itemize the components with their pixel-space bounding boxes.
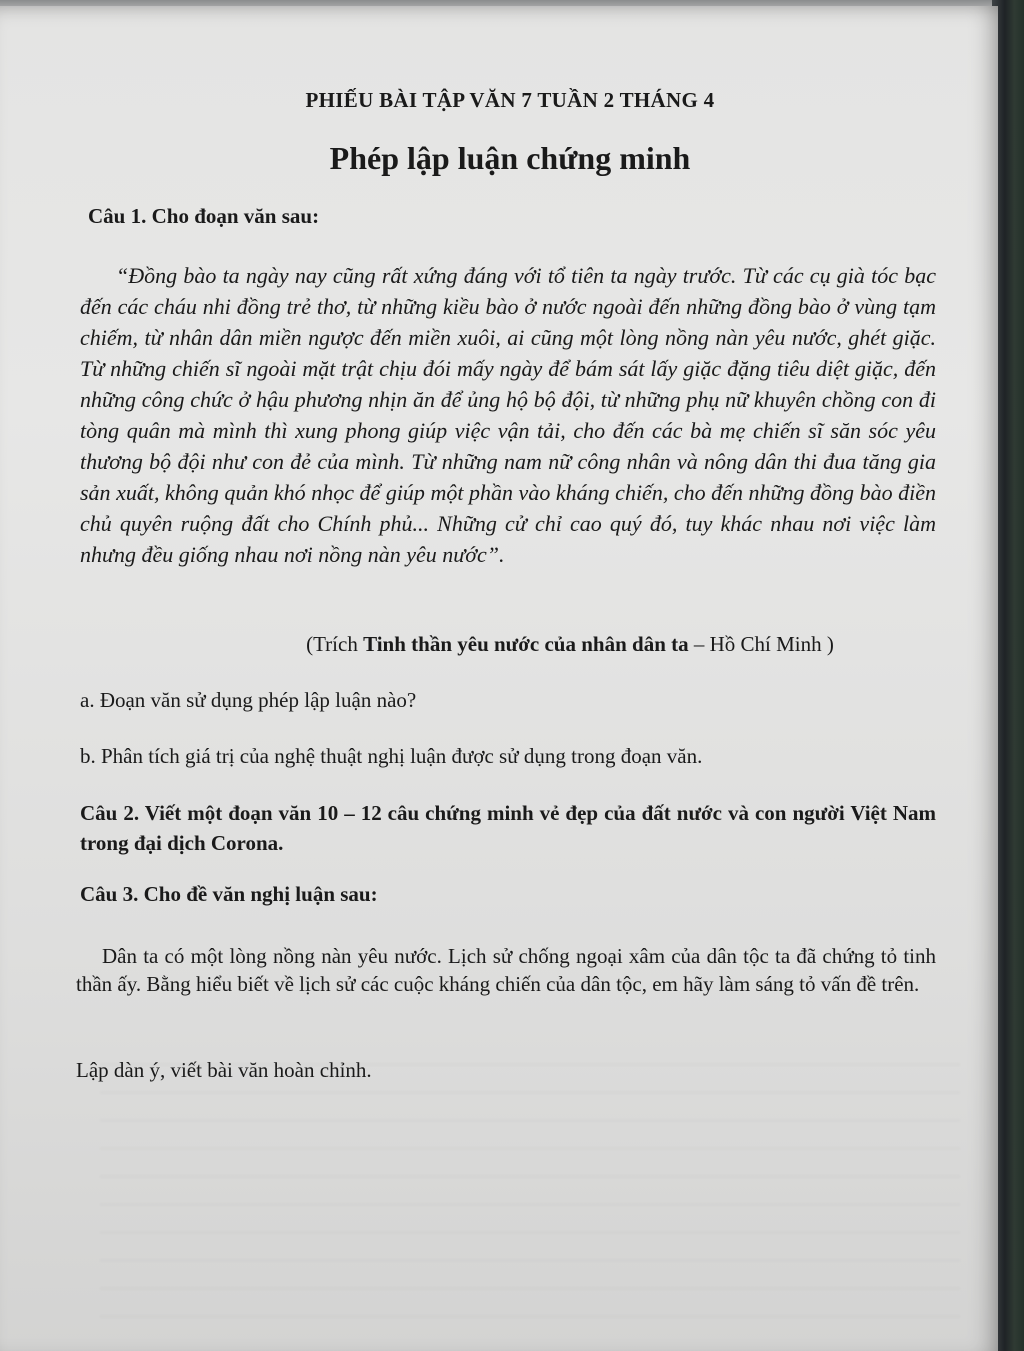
lesson-heading: Phép lập luận chứng minh: [329, 140, 691, 176]
question-1-part-a: a. Đoạn văn sử dụng phép lập luận nào?: [80, 688, 417, 712]
worksheet-title: PHIẾU BÀI TẬP VĂN 7 TUẦN 2 THÁNG 4: [305, 88, 715, 112]
question-3-label: Câu 3. Cho đề văn nghị luận sau:: [80, 882, 378, 906]
question-2-text: Câu 2. Viết một đoạn văn 10 – 12 câu chứng minh vẻ đẹp của đất nước và con người Việt Nam trong đại dịch Corona.: [80, 801, 936, 855]
citation-work-title: Tinh thần yêu nước của nhân dân ta: [363, 632, 689, 656]
question-1-passage: “Đồng bào ta ngày nay cũng rất xứng đáng với tổ tiên ta ngày trước. Từ các cụ già tóc bạc đến các cháu nhi đồng trẻ thơ, từ những kiều bào ở nước ngoài đến những đồng bào ở vùng tạm chiếm, từ nhân dân miền ngược đến miền xuôi, ai cũng một lòng nồng nàn yêu nước, ghét giặc. Từ những chiến sĩ ngoài mặt trật chịu đói mấy ngày để bám sát lấy giặc đặng tiêu diệt giặc, đến những công chức ở hậu phương nhịn ăn để ủng hộ bộ đội, từ những phụ nữ khuyên chồng con đi tòng quân mà mình thì xung phong giúp việc vận tải, cho đến các bà mẹ chiến sĩ săn sóc yêu thương bộ đội như con đẻ của mình. Từ những nam nữ công nhân và nông dân thi đua tăng gia sản xuất, không quản khó nhọc để giúp một phần vào kháng chiến, cho đến những đồng bào điền chủ quyên ruộng đất cho Chính phủ... Những cử chỉ cao quý đó, tuy khác nhau nơi việc làm nhưng đều giống nhau nơi nồng nàn yêu nước”.: [80, 263, 936, 567]
question-1-part-b: b. Phân tích giá trị của nghệ thuật nghị luận được sử dụng trong đoạn văn.: [80, 744, 703, 768]
citation-prefix: (Trích: [306, 632, 364, 656]
question-3-prompt: Dân ta có một lòng nồng nàn yêu nước. Lịch sử chống ngoại xâm của dân tộc ta đã chứng tỏ tinh thần ấy. Bằng hiểu biết về lịch sử các cuộc kháng chiến của dân tộc, em hãy làm sáng tỏ vấn đề trên.: [76, 944, 936, 996]
show-through-text: [100, 1046, 960, 1336]
question-3-instruction: Lập dàn ý, viết bài văn hoàn chỉnh.: [76, 1058, 372, 1082]
passage-citation: [0, 632, 1020, 657]
citation-author: – Hồ Chí Minh ): [688, 632, 834, 656]
worksheet-page: [0, 6, 998, 1351]
question-1-label: Câu 1. Cho đoạn văn sau:: [88, 204, 320, 228]
